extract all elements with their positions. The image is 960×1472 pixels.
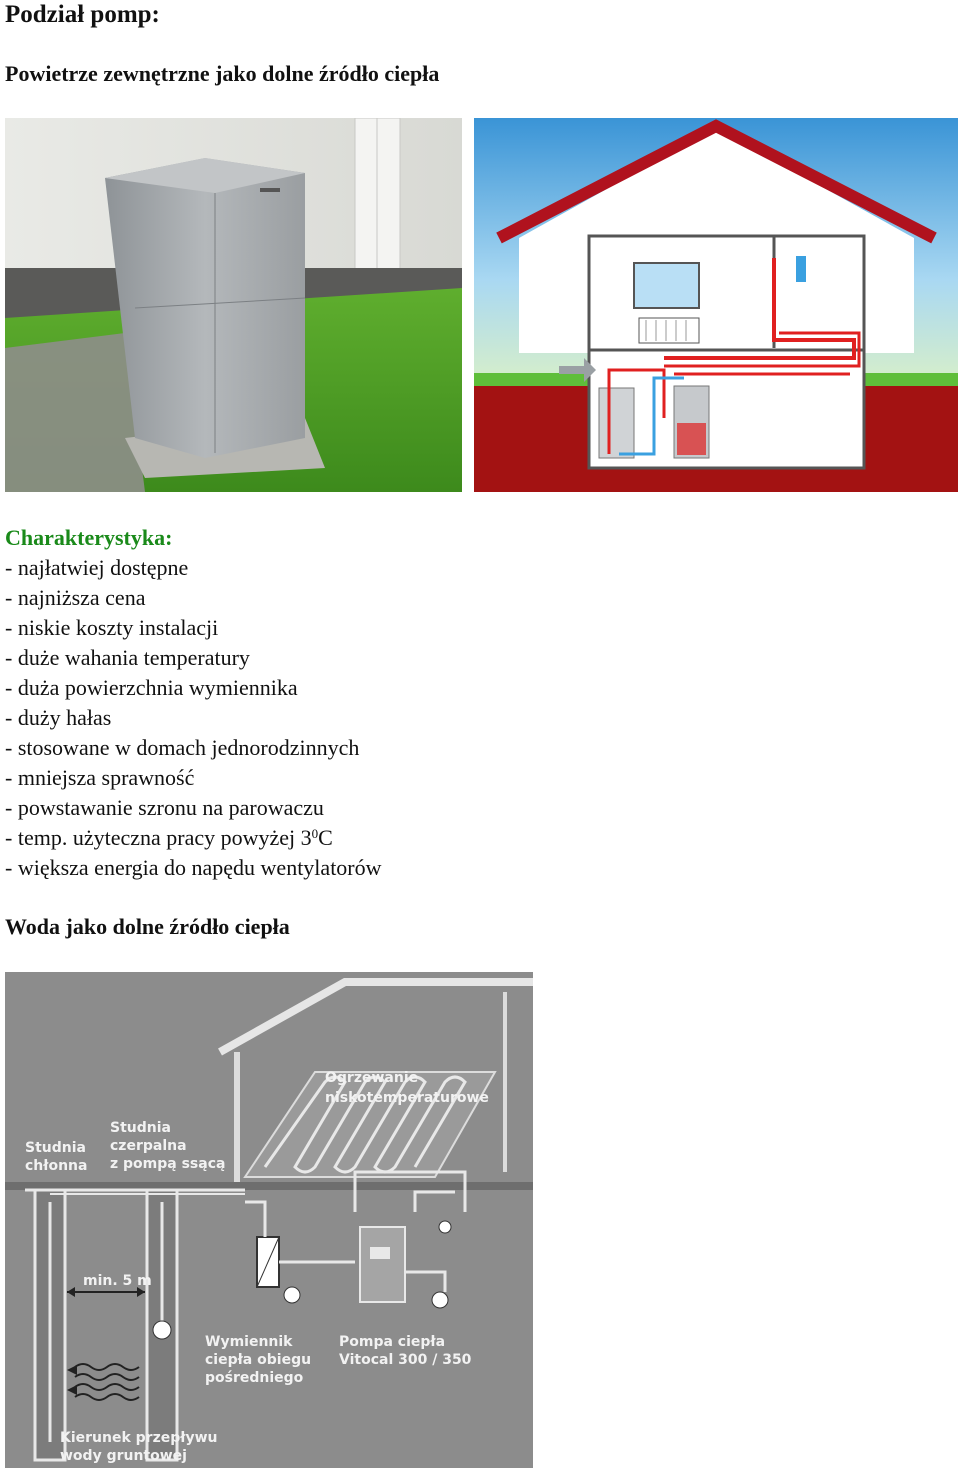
air-heat-pump-photo xyxy=(5,118,462,492)
label-return-well-1: Studnia xyxy=(25,1140,86,1156)
label-exchanger-1: Wymiennik xyxy=(205,1334,293,1350)
label-heating-1: Ogrzewanie xyxy=(325,1070,419,1086)
label-distance: min. 5 m xyxy=(83,1273,152,1289)
list-item: - mniejsza sprawność xyxy=(5,765,195,790)
label-return-well-2: chłonna xyxy=(25,1158,88,1174)
section-heading-water: Woda jako dolne źródło ciepła xyxy=(5,914,290,939)
page-title: Podział pomp: xyxy=(5,1,160,28)
water-heat-pump-diagram xyxy=(5,972,533,1468)
list-item: - duża powierzchnia wymiennika xyxy=(5,675,298,700)
characteristics-title: Charakterystyka: xyxy=(5,525,173,550)
label-pump-well-3: z pompą ssącą xyxy=(110,1156,226,1172)
label-heat-pump-1: Pompa ciepła xyxy=(339,1334,446,1350)
list-item: - powstawanie szronu na parowaczu xyxy=(5,795,324,820)
list-item: - duży hałas xyxy=(5,705,112,730)
label-flow-2: wody gruntowej xyxy=(60,1448,187,1464)
list-item: - stosowane w domach jednorodzinnych xyxy=(5,735,360,760)
label-pump-well-2: czerpalna xyxy=(110,1138,187,1154)
label-flow-1: Kierunek przepływu xyxy=(60,1430,218,1446)
list-item: - duże wahania temperatury xyxy=(5,645,250,670)
label-heat-pump-2: Vitocal 300 / 350 xyxy=(339,1352,472,1368)
characteristics-list xyxy=(5,553,382,883)
temp-text: - temp. użyteczna pracy powyżej 3 xyxy=(5,825,312,850)
house-heat-pump-diagram xyxy=(474,118,958,492)
label-pump-well-1: Studnia xyxy=(110,1120,171,1136)
label-heating-2: niskotemperaturowe xyxy=(325,1090,489,1106)
label-exchanger-3: pośredniego xyxy=(205,1370,304,1386)
temp-unit: C xyxy=(318,825,333,850)
section-heading-air: Powietrze zewnętrzne jako dolne źródło ciepła xyxy=(5,61,440,86)
degree-superscript: 0 xyxy=(311,826,319,841)
list-item: - niskie koszty instalacji xyxy=(5,615,219,640)
list-item: - najłatwiej dostępne xyxy=(5,555,189,580)
list-item: - większa energia do napędu wentylatorów xyxy=(5,855,382,880)
list-item: - najniższa cena xyxy=(5,585,146,610)
label-exchanger-2: ciepła obiegu xyxy=(205,1352,312,1368)
list-item-temperature xyxy=(5,823,382,853)
